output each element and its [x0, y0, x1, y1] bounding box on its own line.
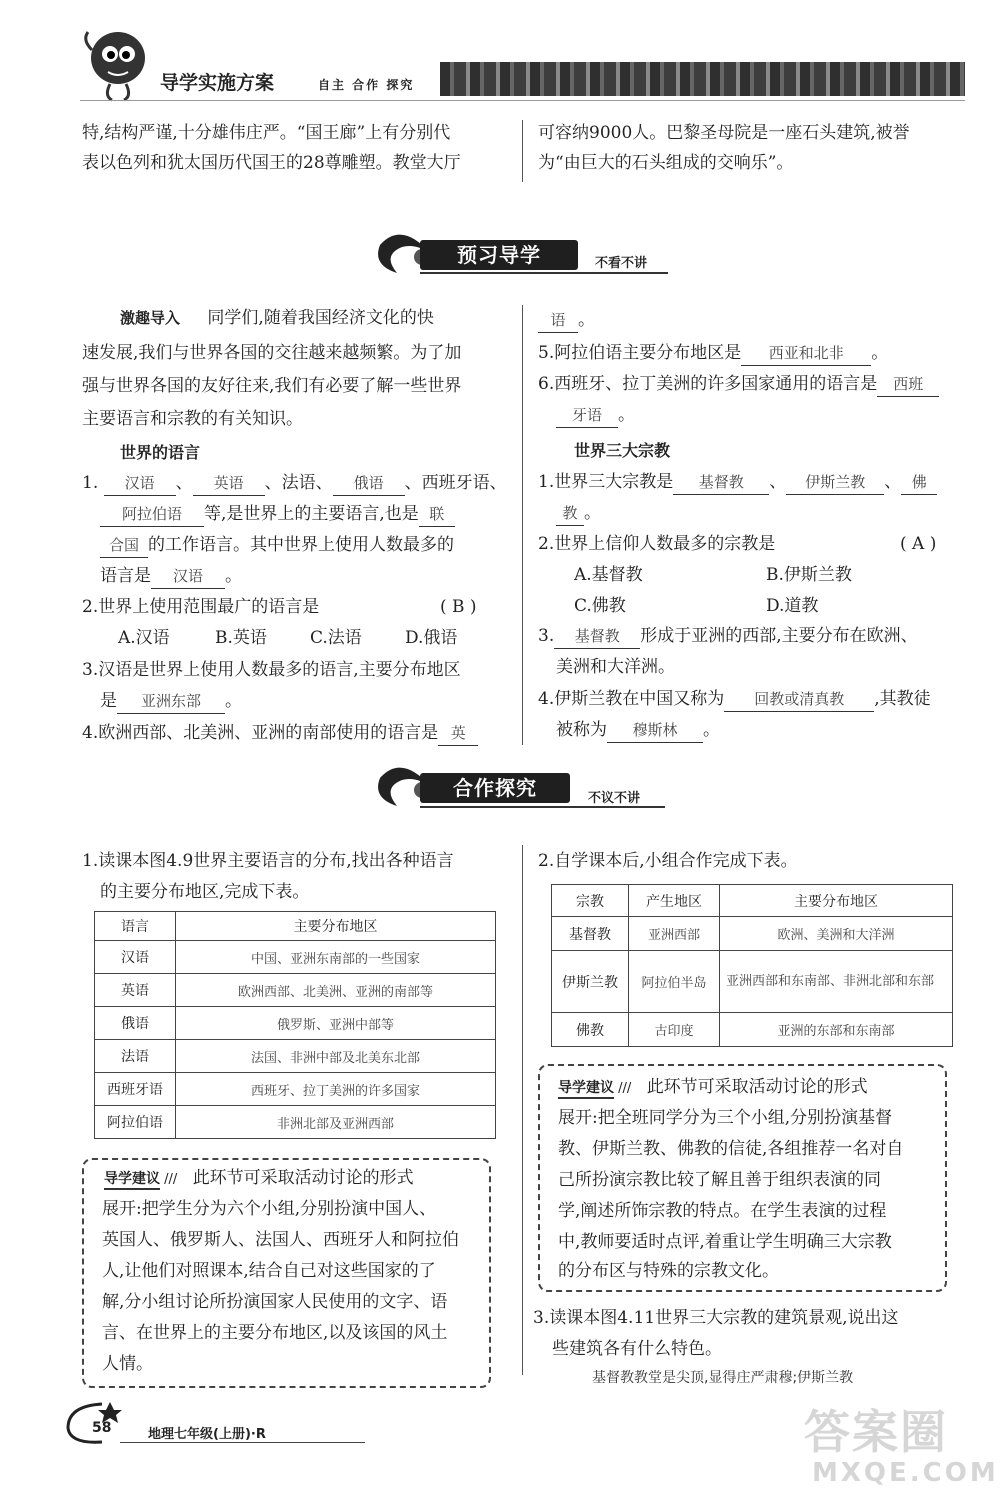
- q3-answer[interactable]: 亚洲东部: [117, 689, 225, 714]
- coop-banner-sub: 不议不讲: [588, 791, 641, 806]
- rel-q2: 2.世界上信仰人数最多的宗教是: [538, 534, 776, 554]
- lang-q6-line2: 牙语 。: [556, 400, 635, 430]
- rel-q3: [538, 621, 918, 651]
- table-cell: 伊斯兰教: [552, 951, 629, 1013]
- lang-q2-option[interactable]: D.俄语: [405, 628, 458, 648]
- lang-q2: 2.世界上使用范围最广的语言是: [82, 597, 320, 617]
- table-cell: 基督教: [552, 917, 629, 951]
- q1-text: 法语、: [281, 473, 333, 493]
- r4-text: 4.伊斯兰教在中国又称为: [538, 689, 725, 709]
- lang-q1-line3: [100, 530, 454, 560]
- task1-line: 的主要分布地区,完成下表。: [100, 882, 310, 902]
- q1-text: 等,是世界上的主要语言,也是: [204, 504, 419, 524]
- q1-answer[interactable]: 合国: [100, 533, 148, 558]
- book-title: 地理七年级(上册)·R: [148, 1427, 266, 1442]
- r3-answer[interactable]: 基督教: [554, 624, 640, 649]
- table-cell-answer[interactable]: 欧洲、美洲和大洋洲: [720, 917, 953, 951]
- rel-q2-answer[interactable]: ( A ): [900, 534, 937, 554]
- table-cell: 英语: [95, 974, 176, 1007]
- table-row: [552, 951, 953, 1013]
- q1-answer[interactable]: 阿拉伯语: [100, 502, 204, 527]
- rel-q1-line2: 教 。: [556, 498, 601, 528]
- r4-text: 被称为: [556, 720, 607, 740]
- tip1-line: 言、在世界上的主要分布地区,以及该国的风土: [102, 1323, 448, 1343]
- q4-text: 4.欧洲西部、北美洲、亚洲的南部使用的语言是: [82, 723, 439, 743]
- intro-right-line: 为“由巨大的石头组成的交响乐”。: [538, 153, 794, 173]
- table-cell-answer[interactable]: 西班牙、拉丁美洲的许多国家: [176, 1073, 496, 1106]
- lang-q3: 3.汉语是世界上使用人数最多的语言,主要分布地区: [82, 660, 461, 680]
- intro-hook-line: 强与世界各国的友好往来,我们有必要了解一些世界: [82, 376, 462, 396]
- q5-text: 5.阿拉伯语主要分布地区是: [538, 343, 742, 363]
- table-cell-answer[interactable]: 欧洲西部、北美洲、亚洲的南部等: [176, 974, 496, 1007]
- lang-q1-line1: 1. 汉语 、 英语 、法语、 俄语 、西班牙语、: [82, 468, 507, 498]
- table-cell: 法语: [95, 1040, 176, 1073]
- rel-q2-option[interactable]: D.道教: [766, 596, 819, 616]
- preview-banner: 预习导学: [420, 240, 578, 270]
- r1-answer[interactable]: 教: [556, 501, 584, 526]
- q4-answer[interactable]: 语: [538, 308, 578, 333]
- q1-number: 1.: [82, 473, 99, 493]
- intro-hook: [120, 303, 434, 333]
- header-band: [440, 62, 965, 96]
- lang-q4: [82, 718, 478, 748]
- q1-text: 语言是: [100, 566, 151, 586]
- table-cell: 俄语: [95, 1007, 176, 1040]
- table-row: [95, 974, 496, 1007]
- rel-q4: [538, 684, 931, 714]
- q4-continued: 语 。: [538, 305, 595, 335]
- footer-rule: [120, 1442, 365, 1443]
- q1-text: 的工作语言。其中世界上使用人数最多的: [148, 535, 454, 555]
- table-header: 主要分布地区: [720, 885, 953, 917]
- lang-q2-answer[interactable]: ( B ): [440, 597, 477, 617]
- rel-q2-option[interactable]: A.基督教: [574, 565, 643, 585]
- table-row: [95, 941, 496, 974]
- tip2-line: 己所扮演宗教比较了解且善于组织表演的同: [558, 1170, 881, 1190]
- task1-line: 1.读课本图4.9世界主要语言的分布,找出各种语言: [82, 851, 454, 871]
- intro-hook-line: 速发展,我们与世界各国的交往越来越频繁。为了加: [82, 343, 462, 363]
- header-title: 导学实施方案: [160, 72, 275, 94]
- table-cell: 汉语: [95, 941, 176, 974]
- tip2-line: 展开:把全班同学分为三个小组,分别扮演基督: [558, 1108, 893, 1128]
- table-cell-answer[interactable]: 阿拉伯半岛: [629, 951, 720, 1013]
- rel-q3-line2: 美洲和大洋洲。: [556, 657, 675, 677]
- intro-right-line: 可容纳9000人。巴黎圣母院是一座石头建筑,被誉: [538, 123, 910, 143]
- table-cell-answer[interactable]: 俄罗斯、亚洲中部等: [176, 1007, 496, 1040]
- table-header: 产生地区: [629, 885, 720, 917]
- table-header: 语言: [95, 912, 176, 941]
- table-cell-answer[interactable]: 古印度: [629, 1013, 720, 1047]
- lang-q3-line2: 是 亚洲东部 。: [100, 686, 242, 716]
- tip1-line1: 导学建议 /// 此环节可采取活动讨论的形式: [104, 1168, 414, 1188]
- task3-line: 3.读课本图4.11世界三大宗教的建筑景观,说出这: [533, 1308, 899, 1328]
- header-rule: [80, 100, 965, 101]
- q1-answer[interactable]: 英语: [193, 471, 265, 496]
- column-divider: [522, 305, 523, 745]
- tip1-line: 解,分小组讨论所扮演国家人民使用的文字、语: [102, 1292, 448, 1312]
- column-divider: [522, 845, 523, 1375]
- table-row: [95, 1040, 496, 1073]
- task3-answer[interactable]: 基督教教堂是尖顶,显得庄严肃穆;伊斯兰教: [592, 1370, 854, 1386]
- tip1-line: 英国人、俄罗斯人、法国人、西班牙人和阿拉伯: [102, 1230, 459, 1250]
- r3-text: 形成于亚洲的西部,主要分布在欧洲、: [640, 626, 918, 646]
- table-cell-answer[interactable]: 中国、亚洲东南部的一些国家: [176, 941, 496, 974]
- table-row: [95, 1073, 496, 1106]
- lang-q2-option[interactable]: B.英语: [215, 628, 267, 648]
- table-header: 主要分布地区: [176, 912, 496, 941]
- table-row: [552, 1013, 953, 1047]
- lang-q1-line2: [100, 499, 455, 529]
- table-row: [95, 1106, 496, 1139]
- watermark-logo: 答案圈: [804, 1405, 948, 1459]
- lang-q5: 5.阿拉伯语主要分布地区是 西亚和北非 。: [538, 338, 888, 368]
- table-row: [552, 917, 953, 951]
- table-cell-answer[interactable]: 非洲北部及亚洲西部: [176, 1106, 496, 1139]
- intro-left-line: 特,结构严谨,十分雄伟庄严。“国王廊”上有分别代: [82, 123, 451, 143]
- tip2-line1: 导学建议 /// 此环节可采取活动讨论的形式: [558, 1077, 868, 1097]
- tip2-line: 中,教师要适时点评,着重让学生明确三大宗教: [558, 1232, 892, 1252]
- tip1-label: 导学建议: [104, 1171, 160, 1190]
- task2: 2.自学课本后,小组合作完成下表。: [538, 851, 798, 871]
- religion-table: [551, 884, 953, 1047]
- coop-banner: 合作探究: [420, 773, 570, 803]
- preview-banner-rule: [420, 272, 668, 274]
- preview-banner-sub: 不看不讲: [595, 256, 648, 271]
- q3-text: 是: [100, 691, 117, 711]
- q6-text: 6.西班牙、拉丁美洲的许多国家通用的语言是: [538, 374, 878, 394]
- lang-q2-option[interactable]: A.汉语: [118, 628, 170, 648]
- table-cell: 西班牙语: [95, 1073, 176, 1106]
- q6-answer[interactable]: 西班: [877, 372, 939, 397]
- table-row: [95, 1007, 496, 1040]
- table-cell: 佛教: [552, 1013, 629, 1047]
- tip1-text: 此环节可采取活动讨论的形式: [192, 1168, 414, 1188]
- header-subtitle: 自主 合作 探究: [318, 78, 415, 92]
- q1-answer[interactable]: 汉语: [151, 564, 225, 589]
- coop-banner-rule: [420, 806, 665, 808]
- language-table: [94, 911, 496, 1139]
- tip2-line: 教、伊斯兰教、佛教的信徒,各组推荐一名对自: [558, 1139, 904, 1159]
- religions-title: 世界三大宗教: [574, 441, 671, 460]
- tip1-line: 展开:把学生分为六个小组,分别扮演中国人、: [102, 1199, 437, 1219]
- r1-answer[interactable]: 基督教: [673, 470, 769, 495]
- table-cell-answer[interactable]: 法国、非洲中部及北美东北部: [176, 1040, 496, 1073]
- intro-hook-line: 主要语言和宗教的有关知识。: [82, 409, 303, 429]
- q4-answer[interactable]: 英: [438, 721, 478, 746]
- r4-answer[interactable]: 穆斯林: [607, 718, 703, 743]
- languages-title: 世界的语言: [120, 443, 201, 462]
- tip2-line: 学,阐述所饰宗教的特点。在学生表演的过程: [558, 1201, 887, 1221]
- tip2-label: 导学建议: [558, 1080, 614, 1099]
- rel-q2-option[interactable]: C.佛教: [574, 596, 626, 616]
- q1-answer[interactable]: 汉语: [104, 471, 176, 496]
- r4-answer[interactable]: 回教或清真教: [724, 687, 874, 712]
- tip1-line: 人情。: [102, 1354, 153, 1374]
- r1-answer[interactable]: 佛: [901, 470, 937, 495]
- rel-q2-option[interactable]: B.伊斯兰教: [766, 565, 852, 585]
- r4-text: ,其教徒: [874, 689, 931, 709]
- table-cell-answer[interactable]: 亚洲西部和东南部、非洲北部和东部: [720, 951, 953, 1013]
- q6-answer[interactable]: 牙语: [556, 403, 618, 428]
- tip2-text: 此环节可采取活动讨论的形式: [646, 1077, 868, 1097]
- lang-q6: [538, 369, 939, 399]
- tip2-line: 的分布区与特殊的宗教文化。: [558, 1261, 779, 1281]
- tip1-line: 人,让他们对照课本,结合自己对这些国家的了: [102, 1261, 436, 1281]
- watermark-url: MXQE.COM: [812, 1458, 999, 1488]
- table-cell-answer[interactable]: 亚洲的东部和东南部: [720, 1013, 953, 1047]
- q5-answer[interactable]: 西亚和北非: [741, 341, 871, 366]
- table-header: 宗教: [552, 885, 629, 917]
- lang-q2-option[interactable]: C.法语: [310, 628, 362, 648]
- column-divider: [522, 120, 523, 182]
- mascot-icon: [80, 20, 155, 105]
- intro-hook-label: 激趣导入: [120, 309, 181, 327]
- q1-answer[interactable]: 俄语: [333, 471, 405, 496]
- task3-line: 些建筑各有什么特色。: [552, 1339, 722, 1359]
- q1-answer[interactable]: 联: [419, 502, 455, 527]
- page-number: 58: [92, 1420, 112, 1436]
- intro-left-line: 表以色列和犹太国历代国王的28尊雕塑。教堂大厅: [82, 153, 461, 173]
- intro-hook-text: 同学们,随着我国经济文化的快: [207, 308, 434, 328]
- rel-q4-line2: 被称为 穆斯林 。: [556, 715, 720, 745]
- lang-q1-line4: 语言是 汉语 。: [100, 561, 242, 591]
- r1-answer[interactable]: 伊斯兰教: [786, 470, 884, 495]
- q1-text: 西班牙语、: [421, 473, 507, 493]
- rel-q1: 1.世界三大宗教是 基督教 、 伊斯兰教 、 佛: [538, 467, 937, 497]
- r1-text: 1.世界三大宗教是: [538, 472, 674, 492]
- table-cell: 阿拉伯语: [95, 1106, 176, 1139]
- table-cell-answer[interactable]: 亚洲西部: [629, 917, 720, 951]
- r3-number: 3.: [538, 626, 555, 646]
